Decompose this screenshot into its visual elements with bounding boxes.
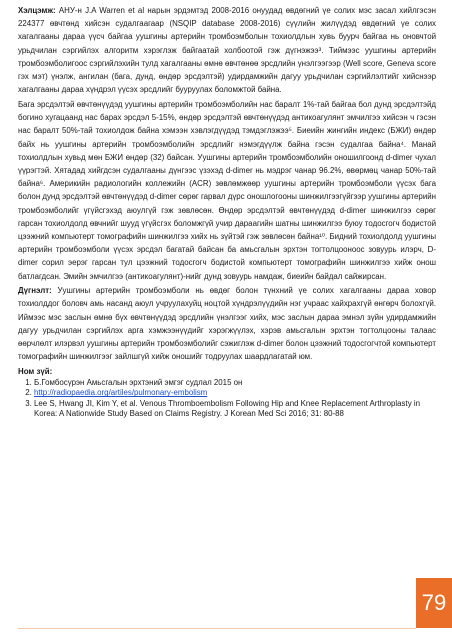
conclusion-heading: Дүгнэлт: <box>18 286 52 296</box>
references-list <box>18 378 436 419</box>
reference-item: 3. Lee S, Hwang JI, Kim Y, et al. Venous Thromboembolism Following Hip and Knee Replacement Arthroplasty in Korea: A Nationwide Study Based on Claims Registry. J Korean Med Sci 2016; 31: 80-88 <box>34 399 436 420</box>
conclusion-text: Уушгины артерийн тромбоэмболи нь өвдөг болон түнхний үе солих хагалгааны дараа ховор тохиолддог боловч амь насанд аюул учруулахуйц ноцтой хүндрэлүүдийн нэг учраас хайхрахгүй өнгөрч болохгүй. Иймээс мэс заслын өмнө бүх өвчтөнүүдэд эрсдлийн үнэлгээг хийх, мэс заслын дараа эмнэл зүйн удирдамжийн дагуу урьдчилан сэргийлэх арга хэмжээнүүдийг хэрэгжүүлэх, хэрэв амьсгалын эрхтэн тогтолцооны талаас өөрчлөлт илэрвэл уушгины артерийн тромбоэмболийг сэжиглэж d-dimer болон цээжний тодосгогчтой компьютерт томографийн шинжилгээг зайлшгүй хийж оношийг тодруулах шаардлагатай юм. <box>18 286 436 362</box>
discussion-paragraph-2: Бага эрсдэлтэй өвчтөнүүдэд уушгины артерийн тромбоэмболийн нас баралт 1%-тай байгаа бол дунд эрсдэлтэйд богино хугацаанд нас барах эрсдэл 5-15%, өндөр эрсдэлтэй өвчтөнүүдэд антикоагулянт эмчилгээ хийсэн ч гэсэн нас баралт 50%-тай тохиолдож байна хэмээн хэвлэгдүүдэд тэмдэглэжээ⁵. Биеийн жингийн индекс (БЖИ) өндөр байх нь уушгины артерийн тромбоэмболийн эрсдлийг нэмэгдүүлж байна гэсэн судалгаа байна⁴. Манай тохиолдлын хувьд мөн БЖИ өндөр (32) байсан. Уушгины артерийн тромбоэмболийн оношилгоонд d-dimer чухал үүрэгтэй. Хятадад хийгдсэн судалгааны дүнгээс үзэхэд d-dimer нь мэдрэг чанар 96.2%, өвөрмөц чанар 50%-тай байна⁶. Америкийн радиологийн коллежийн (ACR) зөвлөмжөөр уушгины артерийн тромбоэмболи үүсэх бага болон дунд эрсдэлтэй өвчтөнүүдэд d-dimer сөрөг гарвал дүрс оношлогооны шинжилгээгүйгээр уушгины артерийн тромбоэмболийг үгүйсгэхэд аюулгүй гэж зөвлөсөн. Өндөр эрсдэлтэй өвчтөнүүдэд d-dimer шинжилгээ сөрөг гарсан тохиолдолд өвчнийг шууд үгүйсгэх боломжгүй учир дараагийн шатны шинжилгээ буюу тодосгогч бодистой цээжний компьютерт томографийн шинжилгээ хийх нь зүйтэй гэж зөвлөсөн байна¹⁰. Бидний тохиолдолд уушгины артерийн тромбоэмболи үүсэх эрсдэл багатай байсан ба амьсгалын эрхтэн тогтолцооноос зовуурь илэрч, D-dimer сорил эерэг гарсан тул цээжний тодосгогч бодистой компьютерт томографийн шинжилгээ хийж онош батлагдсан. Эмийн эмчилгээ (антикоагулянт)-нийг дунд зовуурь намдаж, биеийн байдал сайжирсан. <box>18 99 436 281</box>
page-footer-line <box>18 628 416 629</box>
page-number-badge: 79 <box>416 578 452 628</box>
reference-item: 1. Б.Гомбосүрэн Амьсгалын эрхтэний эмгэг судлал 2015 он <box>34 378 436 388</box>
article-body <box>18 4 436 419</box>
reference-item <box>34 388 436 398</box>
discussion-heading: Хэлцэмж: <box>18 6 56 15</box>
references-heading: Ном зүй: <box>18 366 53 376</box>
conclusion-paragraph <box>18 284 436 363</box>
discussion-text: АНУ-н J.A Warren et al нарын эрдэмтэд 2008-2016 онуудад өвдөгний үе солих мэс засал хийлгэсэн 224377 өвчтөнд хийсэн судалгаагаар (NSQIP database 2008-2016) сүүлийн жилүүдэд өвдөгний үе солих хагалгааны дараа үүсч байгаа уушгины артерийн тромбоэмболын тохиолдлын хувь буурч байгаа нь оновчтой урьдчилан сэргийлэх алгоритм хэрэглэж байгаатай холбоотой гэж дүгнэжээ³. Тиймээс уушгины артерийн тромбоэмболигоос сэргийлэхийн тулд хагалгааны өмнө өвчтөнөө эрсдлийн үнэлгээгээр (Well score, Geneva score гэх мэт) үнэлж, ангилан (бага, дунд, өндөр эрсдэлтэй) удирдамжийн дагуу урьдчилан сэргийлэлтийг хийснээр хагалгааны дараа хүндрэл үүсэх эрсдлийг бууруулах боломжтой байна. <box>18 6 436 95</box>
discussion-paragraph <box>18 4 436 96</box>
reference-link[interactable]: http://radiopaedia.org/artiles/pulmonary-embolism <box>34 388 208 398</box>
